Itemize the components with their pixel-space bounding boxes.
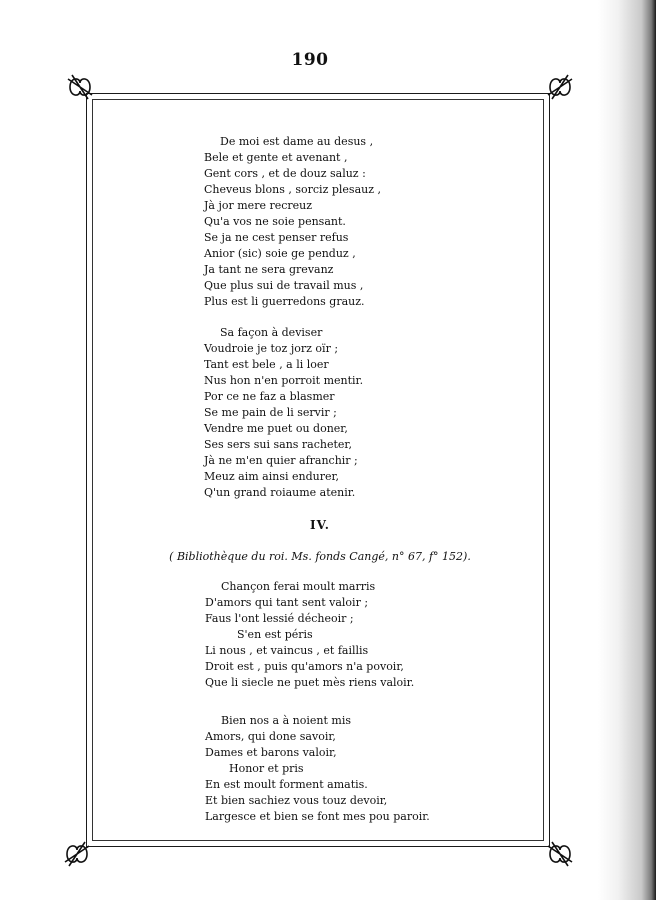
page-content <box>100 128 540 825</box>
verse-line: Plus est li guerredons grauz. <box>204 295 365 308</box>
verse-line: En est moult forment amatis. <box>205 778 368 791</box>
stanza <box>205 713 540 825</box>
verse-line: Qu'a vos ne soie pensant. <box>204 215 346 228</box>
verse-line: Bele et gente et avenant , <box>204 151 348 164</box>
verse-line: De moi est dame au desus , <box>220 135 374 148</box>
corner-ornament-icon <box>66 73 94 101</box>
verse-line: Sa façon à deviser <box>220 326 323 339</box>
corner-ornament-icon <box>63 840 91 868</box>
verse-line: Tant est bele , a li loer <box>204 358 329 371</box>
source-citation: ( Bibliothèque du roi. Ms. fonds Cangé, n° 67, f° 152). <box>169 550 471 563</box>
verse-line: Vendre me puet ou doner, <box>204 422 348 435</box>
verse-line: Amors, qui done savoir, <box>205 730 336 743</box>
verse-line: Droit est , puis qu'amors n'a povoir, <box>205 660 404 673</box>
section-heading: IV. <box>309 518 330 532</box>
verse-line: Nus hon n'en porroit mentir. <box>204 374 364 387</box>
verse-line: Dames et barons valoir, <box>205 746 337 759</box>
verse-line: Por ce ne faz a blasmer <box>204 390 335 403</box>
verse-line: Que plus sui de travail mus , <box>204 279 364 292</box>
verse-line: Honor et pris <box>229 762 304 775</box>
verse-line: Gent cors , et de douz saluz : <box>204 167 366 180</box>
verse-line: Q'un grand roiaume atenir. <box>204 486 356 499</box>
verse-line: Ja tant ne sera grevanz <box>204 263 334 276</box>
verse-line: Faus l'ont lessié décheoir ; <box>205 612 354 625</box>
verse-line: Li nous , et vaincus , et faillis <box>205 644 369 657</box>
verse-line: D'amors qui tant sent valoir ; <box>205 596 369 609</box>
verse-line: Anior (sic) soie ge penduz , <box>204 247 356 260</box>
verse-line: Se ja ne cest penser refus <box>204 231 349 244</box>
page-number: 190 <box>291 50 329 70</box>
verse-line: Meuz aim ainsi endurer, <box>204 470 340 483</box>
verse-line: Largesce et bien se font mes pou paroir. <box>205 810 430 823</box>
verse-line: Cheveus blons , sorciz plesauz , <box>204 183 382 196</box>
verse-line: Voudroie je toz jorz oïr ; <box>204 342 339 355</box>
verse-line: Se me pain de li servir ; <box>204 406 337 419</box>
stanza <box>204 134 540 310</box>
corner-ornament-icon <box>546 73 574 101</box>
page-gutter-shadow <box>598 0 656 900</box>
verse-line: Que li siecle ne puet mès riens valoir. <box>205 676 415 689</box>
verse-line: Jà ne m'en quier afranchir ; <box>204 454 358 467</box>
verse-line: Jà jor mere recreuz <box>204 199 313 212</box>
verse-line: Bien nos a à noient mis <box>221 714 351 727</box>
stanza <box>205 579 540 691</box>
corner-ornament-icon <box>546 840 574 868</box>
verse-line: Ses sers sui sans racheter, <box>204 438 352 451</box>
verse-line: S'en est péris <box>237 628 313 641</box>
stanza <box>204 325 540 501</box>
verse-line: Et bien sachiez vous touz devoir, <box>205 794 388 807</box>
verse-line: Chançon ferai moult marris <box>221 580 376 593</box>
